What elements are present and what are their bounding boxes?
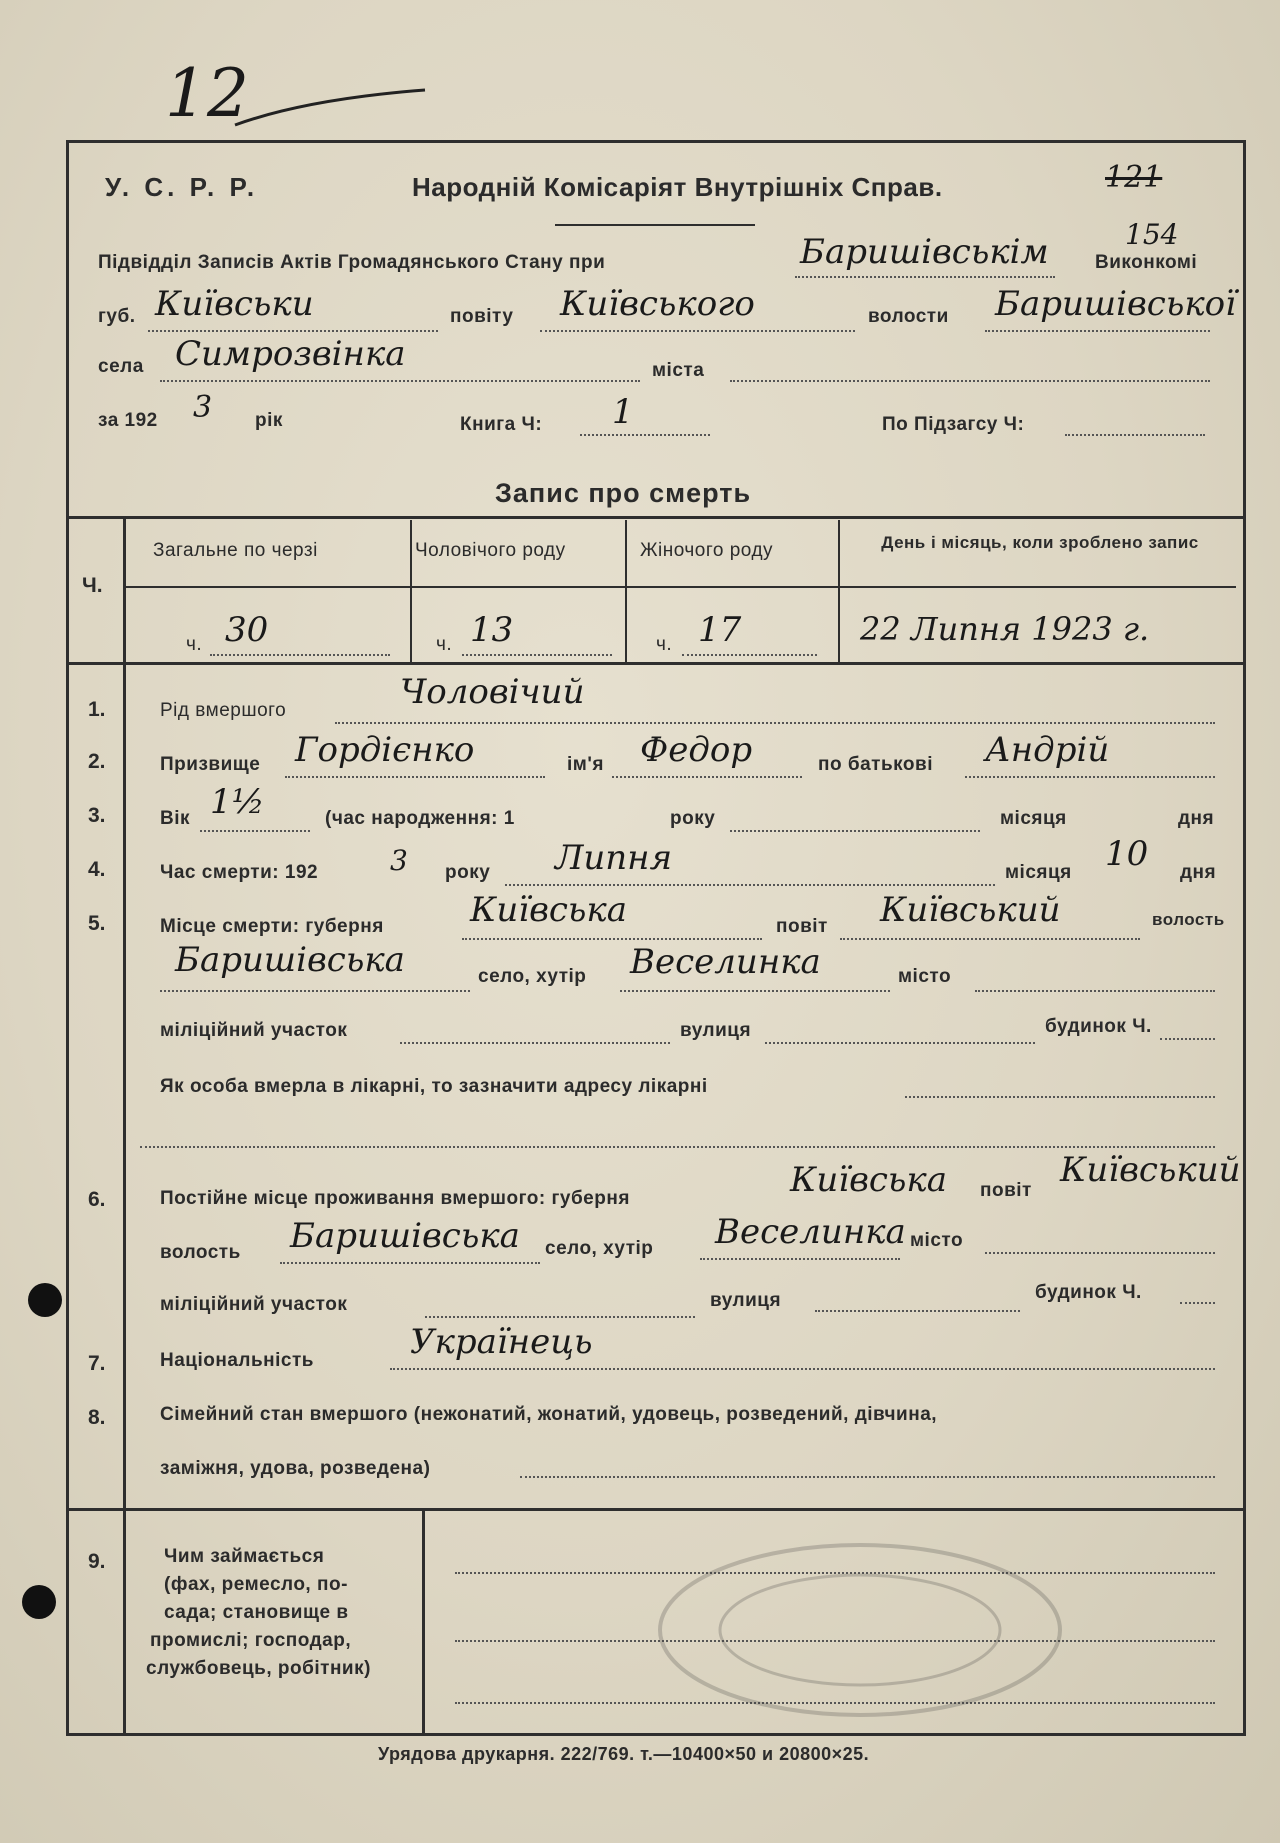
r9-line-5: службовець, робітник)	[146, 1658, 371, 1679]
r5-selo-line	[620, 990, 890, 992]
row9-mid-rule	[422, 1508, 425, 1736]
r2-father-line	[965, 776, 1215, 778]
row-num-9: 9.	[88, 1550, 106, 1573]
mista-line	[730, 380, 1210, 382]
row-num-2: 2.	[88, 750, 106, 773]
r5-misto-line	[975, 990, 1215, 992]
row-num-3: 3.	[88, 804, 106, 827]
r1-label: Рід вмершого	[160, 700, 287, 721]
r5-hospital: Як особа вмерла в лікарні, то зазначити адресу лікарні	[160, 1076, 708, 1097]
r5-gub-line	[462, 938, 762, 940]
r1-line	[335, 722, 1215, 724]
table-col-rule-1	[123, 516, 126, 1516]
r6-volost-value: Баришівська	[290, 1216, 520, 1256]
total-value: 30	[225, 610, 269, 650]
female-value: 17	[698, 610, 742, 650]
r7-label: Національність	[160, 1350, 314, 1371]
selo-line	[160, 380, 640, 382]
female-head: Жіночого роду	[640, 540, 774, 561]
table-top-rule	[66, 516, 1246, 519]
r6-volost: волость	[160, 1242, 241, 1263]
book-line	[580, 434, 710, 436]
r6-label: Постійне місце проживання вмершого: губерня	[160, 1188, 630, 1209]
total-prefix: ч.	[186, 634, 203, 655]
total-head: Загальне по черзі	[153, 540, 318, 561]
footer-printer: Урядова друкарня. 222/769. т.—10400×50 и 20800×25.	[378, 1744, 870, 1764]
row-num-7: 7.	[88, 1352, 106, 1375]
r5-volost-value: Баришівська	[175, 940, 405, 980]
povit-label: повіту	[450, 306, 514, 327]
r2-father-value: Андрій	[985, 730, 1110, 770]
r9-line-4: промислі; господар,	[150, 1630, 352, 1651]
page-number-flourish	[230, 85, 430, 135]
r4-year-digit: 3	[390, 844, 408, 877]
male-line	[462, 654, 612, 656]
table-col-rule-4	[838, 520, 840, 662]
table-col-rule-3	[625, 520, 627, 662]
r4-day: дня	[1180, 862, 1217, 883]
header-corner-no: 154	[1125, 218, 1179, 251]
header-left: У. С. Р. Р.	[105, 172, 259, 202]
r4-month-line	[505, 884, 995, 886]
povit-line	[540, 330, 855, 332]
r8-label: Сімейний стан вмершого (нежонатий, жонатий, удовець, розведений, дівчина,	[160, 1404, 938, 1425]
selo-value: Симрозвінка	[175, 334, 406, 374]
volost-label: волости	[868, 306, 949, 327]
r6-selo: село, хутір	[545, 1238, 654, 1259]
year-value: 3	[193, 390, 213, 425]
r4-year: року	[445, 862, 491, 883]
row-num-4: 4.	[88, 858, 106, 881]
r4-label: Час смерти: 192	[160, 862, 319, 883]
volost-line	[985, 330, 1210, 332]
r5-label: Місце смерти: губерня	[160, 916, 384, 937]
female-line	[682, 654, 817, 656]
female-prefix: ч.	[656, 634, 673, 655]
row-num-1: 1.	[88, 698, 106, 721]
punch-hole-bottom	[22, 1585, 56, 1619]
subdept-line	[795, 276, 1055, 278]
r2-label: Призвище	[160, 754, 261, 775]
selo-label: села	[98, 356, 144, 377]
r2-value: Гордієнко	[295, 730, 475, 770]
r3-line	[200, 830, 310, 832]
r2-father-label: по батькові	[818, 754, 933, 775]
table-bottom-rule	[66, 662, 1246, 665]
faded-stamp	[650, 1530, 1070, 1730]
r6-militia: міліційний участок	[160, 1294, 348, 1315]
r5-povit-value: Київський	[880, 890, 1061, 930]
r8-label-2: заміжня, удова, розведена)	[160, 1458, 431, 1479]
r3-day: дня	[1178, 808, 1215, 829]
form-title: Запис про смерть	[495, 478, 752, 508]
row-num-6: 6.	[88, 1188, 106, 1211]
gub-line	[148, 330, 438, 332]
r2-line	[285, 776, 545, 778]
year-suffix: рік	[255, 410, 283, 431]
r9-line-1: Чим займається	[164, 1546, 325, 1567]
r2-name-line	[612, 776, 802, 778]
r3-label: Вік	[160, 808, 191, 829]
r5-gub-value: Київська	[470, 890, 628, 930]
r4-day-value: 10	[1105, 834, 1149, 874]
subdept-label: Підвідділ Записів Актів Громадянського Стану при	[98, 252, 606, 273]
r3-value: 1½	[210, 782, 265, 822]
r5-hospital-line	[905, 1096, 1215, 1098]
header-title: Народній Комісаріят Внутрішніх Справ.	[412, 172, 943, 202]
r5-volost: волость	[1152, 910, 1225, 929]
r6-selo-line	[700, 1258, 900, 1260]
r6-povit-value: Київський	[1060, 1150, 1241, 1190]
subzags-line	[1065, 434, 1205, 436]
r9-line-2: (фах, ремесло, по-	[164, 1574, 348, 1595]
r5-militia: міліційний участок	[160, 1020, 348, 1041]
r3-birth: (час народження: 1	[325, 808, 515, 829]
total-line	[210, 654, 390, 656]
r7-line	[390, 1368, 1215, 1370]
header-corner-no-struck: 121	[1105, 160, 1163, 195]
table-mid-rule	[126, 586, 1236, 588]
r6-street: вулиця	[710, 1290, 782, 1311]
mista-label: міста	[652, 360, 705, 381]
r5-selo-value: Веселинка	[630, 942, 821, 982]
header-rule	[555, 224, 755, 226]
r1-value: Чоловічий	[400, 672, 585, 712]
r2-name-label: ім'я	[567, 754, 604, 775]
r5-house: будинок Ч.	[1045, 1016, 1152, 1037]
volost-value: Баришівської	[995, 284, 1236, 324]
page-number: 12	[165, 55, 249, 132]
r5-volost-line	[160, 990, 470, 992]
r5-street: вулиця	[680, 1020, 752, 1041]
subdept-suffix: Виконкомі	[1095, 252, 1198, 273]
r5-selo: село, хутір	[478, 966, 587, 987]
gub-label: губ.	[98, 306, 136, 327]
r6-misto-line	[985, 1252, 1215, 1254]
r5-povit: повіт	[776, 916, 828, 937]
male-head: Чоловічого роду	[415, 540, 566, 561]
book-label: Книга Ч:	[460, 414, 543, 435]
r3-year-line	[730, 830, 980, 832]
male-prefix: ч.	[436, 634, 453, 655]
r5-militia-line	[400, 1042, 670, 1044]
r6-misto: місто	[910, 1230, 964, 1251]
date-value: 22 Липня 1923 г.	[860, 610, 1150, 648]
r5-hospital-line-2	[140, 1146, 1215, 1148]
gub-value: Київськи	[155, 284, 314, 324]
r7-value: Українець	[410, 1322, 593, 1362]
r4-month: місяця	[1005, 862, 1072, 883]
book-value: 1	[612, 392, 634, 432]
r3-year: року	[670, 808, 716, 829]
date-head: День і місяць, коли зроблено запис	[881, 533, 1199, 552]
col-ch-label: Ч.	[82, 574, 103, 597]
row9-top-rule	[66, 1508, 1246, 1511]
r5-misto: місто	[898, 966, 952, 987]
povit-value: Київського	[560, 284, 755, 324]
punch-hole-top	[28, 1283, 62, 1317]
r5-house-line	[1160, 1038, 1215, 1040]
r2-name-value: Федор	[640, 730, 753, 770]
subdept-value: Баришівськім	[800, 232, 1049, 272]
year-label: за 192	[98, 410, 158, 431]
r8-line	[520, 1476, 1215, 1478]
r6-gub-value: Київська	[790, 1160, 948, 1200]
r9-line-3: сада; становище в	[164, 1602, 349, 1623]
male-value: 13	[470, 610, 514, 650]
r6-street-line	[815, 1310, 1020, 1312]
r6-militia-line	[425, 1316, 695, 1318]
r5-street-line	[765, 1042, 1035, 1044]
row9-left-rule	[123, 1508, 126, 1736]
r6-house-line	[1180, 1302, 1215, 1304]
r6-selo-value: Веселинка	[715, 1212, 906, 1252]
row-num-5: 5.	[88, 912, 106, 935]
r3-month: місяця	[1000, 808, 1067, 829]
r6-house: будинок Ч.	[1035, 1282, 1142, 1303]
table-col-rule-2	[410, 520, 412, 662]
r5-povit-line	[840, 938, 1140, 940]
subzags-label: По Підзагсу Ч:	[882, 414, 1025, 435]
row-num-8: 8.	[88, 1406, 106, 1429]
r4-month-value: Липня	[555, 838, 673, 878]
r6-volost-line	[280, 1262, 540, 1264]
r6-povit: повіт	[980, 1180, 1032, 1201]
